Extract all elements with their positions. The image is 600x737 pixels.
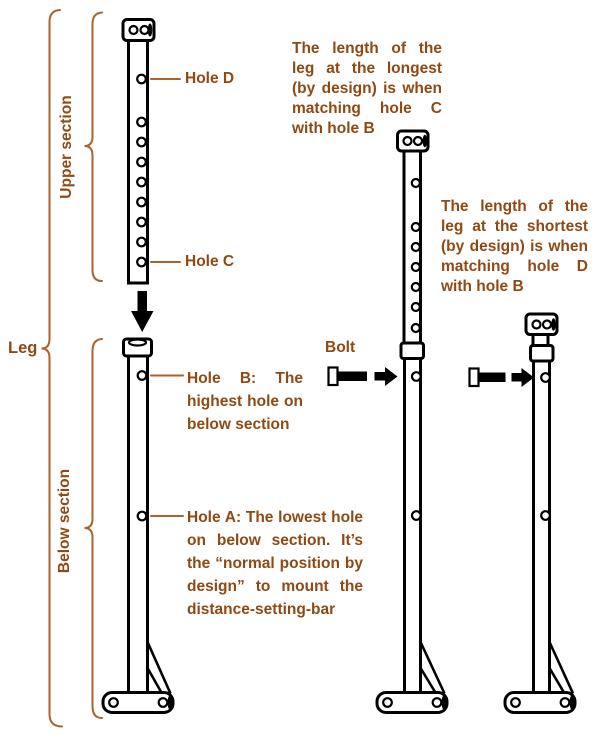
hole-c-label: Hole C (185, 253, 235, 270)
hole-b (138, 371, 147, 380)
shortest-annotation: The length of the leg at the shortest (by design) is when matching hole D with hole B (441, 198, 588, 295)
hole-a (138, 512, 147, 521)
hole-a-annotation: Hole A: The lowest hole on below section. It’s the “normal position by design” to mount the distance-setting-bar (187, 509, 363, 618)
below-section-brace (85, 339, 103, 718)
hole-a (412, 511, 421, 520)
hole-d (412, 179, 420, 187)
hole-d-label: Hole D (185, 70, 235, 87)
below-collar (531, 346, 554, 362)
longest-leg-drawing (377, 131, 447, 713)
bolt-icon (329, 367, 398, 386)
upper-section-brace (85, 13, 103, 282)
bolt-icon (470, 368, 535, 387)
bolt-label: Bolt (325, 339, 356, 356)
below-collar (401, 343, 424, 359)
down-arrow-icon (131, 291, 154, 332)
hole-c (137, 258, 146, 267)
upper-section-label: Upper section (58, 95, 75, 199)
upper-section-drawing (123, 20, 154, 284)
hole-b-c-matched (412, 372, 421, 381)
below-section-label: Below section (56, 468, 73, 574)
longest-annotation: The length of the leg at the longest (by design) is when matching hole C with hole B (292, 40, 442, 137)
hole-b-d-matched (541, 373, 550, 382)
hole-a (541, 511, 550, 520)
leg-label: Leg (8, 339, 38, 357)
hole-b-annotation: Hole B: The highest hole on below section (187, 370, 303, 433)
hole-d (137, 75, 146, 84)
below-section-drawing (103, 339, 173, 713)
